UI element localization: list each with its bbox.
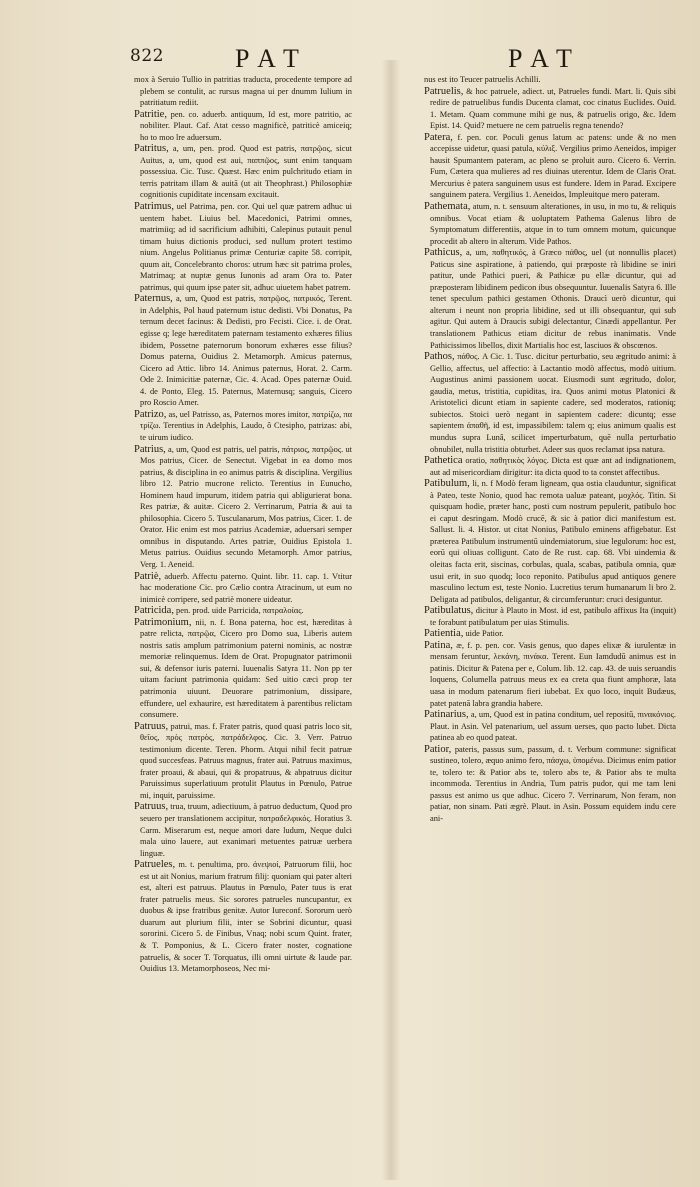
entry-text: πάθος. A Cic. 1. Tusc. dicitur perturbatio, seu ægritudo animi: à Gellio, affectus, uel affectio: à Lactantio modò affectus, modò uitium. Augustinus animi passionem uocat. Eiusmodi sunt ægritudo, dolor, gaudia, metus, tristitia, cupiditas, ira. Quos animi motus Platonici & Aristotelici dicunt etiam in sapiente cadere, sed moderatos, rationiq; subiectos. Stoici uerò negant in sapientem cadere: dicuntq; esse sapientem ἀπαθῆ, id est, impassibilem: talem q; eius animum qualis est mundus supra Lunâ, scilicet imperturbatum, quē nulla perturbatio obnubilet, nulla tristitia obturbet. Adeer sus quos reclamat ipsa natura. [430, 352, 676, 454]
dictionary-entry [424, 132, 676, 201]
dictionary-entry [134, 293, 352, 408]
dictionary-entry [134, 617, 352, 721]
entry-text: li, n. f Modò feram ligneam, qua ostia clauduntur, significat à Pateo, teste Nonio, quod hac remota ualuæ pateant, μοχλός. Titin. Si quisquam hodie, præter hanc, posti cum nostrum pepulerit, patibulo hoc ei caput desringam. Modò crucē, & sic à patior dici manifestum est. Sallust. li. 4. Histor. ut citat Nonius, Patibulo eminens affigebatur. Est præterea Patibulum instrumentū uindemiatorum, siue legulorum: hoc est, eorū qui oliuas colligunt. Cato de Re rust. cap. 68. Vbi uindemia & oleitas facta erit, siscinas, corbulas, quala, scabas, patibula omnia, quæ usui erit, in suo quodq; loco reponito. Patibulus apud antiquos genere masculino lectum est, teste Nonio. Lucretius terum humanarum li bro 2. Deligata ad patibulos, deligantur, & circumferuntur: cruci desiguntur. [430, 479, 676, 604]
dictionary-entry [134, 444, 352, 571]
entry-headword: Patriè, [134, 570, 162, 582]
entry-headword: Patrizo, [134, 408, 167, 420]
dictionary-entry [424, 201, 676, 247]
page-gutter-shadow [382, 60, 400, 1180]
entry-text: atum, n. t. sensuum alterationes, in usu, in mo tu, & reliquis omnibus. Vocat etiam & uoluptatem Pathema Galenus libro de Symptomatum differentiis, atque in to tum omnem motum, quicunque procedit ab altero in alterum. Vide Pathos. [430, 202, 676, 246]
entry-headword: Patibulum, [424, 478, 470, 490]
entry-headword: Paternus, [134, 293, 173, 305]
running-head-left: PAT [235, 44, 309, 73]
dictionary-entry [424, 455, 676, 478]
entry-headword: Patrimonium, [134, 616, 192, 628]
dictionary-entry [424, 628, 676, 640]
page-number: 822 [130, 46, 164, 66]
entry-headword: Patruus, [134, 720, 169, 732]
entry-text: pen. prod. uide Parricida, πατραλοίας. [176, 606, 304, 616]
dictionary-entry [424, 744, 676, 825]
dictionary-entry [424, 74, 676, 86]
entry-text: uide Patior. [465, 629, 504, 639]
entry-headword: Pathicus, [424, 247, 463, 259]
entry-headword: Patibulatus, [424, 605, 474, 617]
dictionary-entry [424, 709, 676, 744]
entry-text: nus est ito Teucer patruelis Achilli. [424, 75, 541, 84]
dictionary-entry [134, 201, 352, 293]
entry-text: f. pen. cor. Poculi genus latum ac patens: unde & no men accepisse uidetur, quasi patula, κύλιξ. Vergilius primo Aeneidos, impiger hausit Spumantem pateram, ac pleno se proluit auro. Cicero 6. Verrin. Fum, Cætera qua mulieres ad res diuinas uterentur. Idem de Claris Orat. Mercurius è patera sanguinem usus est fundere. Idem in Parad. Excipere sanguinem patera. Vergilius 1. Aeneidos, Impleuitque mero pateram. [430, 132, 676, 200]
dictionary-entry [134, 721, 352, 802]
entry-text: trua, truum, adiectiuum, à patruo deductum, Quod pro seuero per translationem accipitur, πατραδελφικός. Horatius 3. Carm. Miserarum est, neque amori dare ludum, Neque dulci mala uino lauere, aut exanimari metuentes patruæ uerbera linguæ. [140, 802, 352, 858]
dictionary-entry [134, 143, 352, 201]
entry-text: patrui, mas. f. Frater patris, quod quasi patris loco sit, θεῖος, πρὸς πατρὸς, πατράδελφος. Cic. 3. Verr. Patruo testimonium dicente. Teren. Phorm. Atqui nihil fecit patruæ quod succesfeas. Patruus magnus, frater aui. Patruus maximus, frater proaui, & abaui, qui & propatruus, & abpatruus dicitur Paruissimus superlatiuum protulit Plautus in Pœnulo, Patrue mi, inquit, paruissime. [140, 721, 352, 800]
right-column [424, 74, 676, 1174]
entry-text: a, um, παθητικός, à Græco πάθος, uel (ut nonnullis placet) Paticus sine aspiratione, à patiendo, qui præposte rà libidine se iniri patitur, unde Pathici pueri, & Pathicæ pu ellæ dicuntur, qui ad præposteram libidinem pedicon ibus obsequuntur. Iuuenalis Satyra 6. Ille tenet speculum pathici gestamen Othonis. Draucì uerò dicuntur, qui alterum i neunt non propria libidine, sed ut illi obsequantur, qui sub agitur. Qui autem à Draucis subigi delectantur, Cinædi appellantur. Per translationem Pathicus etiam dicitur de rebus inanimatis. Vnde Pathicissimos libellos, dixit Martialis hoc est, lasciuos & obscœnos. [430, 248, 676, 350]
entry-text: aduerb. Affectu paterno. Quint. libr. 11. cap. 1. Vtitur hac moderatione Cic. pro Cælio contra Atracinum, ut eum no inimicè corripere, sed patriè monere uideatur. [140, 571, 352, 604]
left-column [134, 74, 352, 1174]
dictionary-entry [424, 478, 676, 605]
entry-text: as, uel Patrisso, as, Paternos mores imitor, πατρίζω, πα τρίζω. Terentius in Adelphis, Laudo, ô Ctesipho, patrizas: abi, te uirum iudico. [140, 409, 352, 442]
entry-headword: Patinarius, [424, 709, 469, 721]
entry-text: æ, f. p. pen. cor. Vasis genus, quo dapes elixæ & iurulentæ in mensam feruntur, λεκάνη, πινάκα. Terent. Eun Iamdudū animus est in patinis. Dicitur & Patena per e, Colum. lib. 12. cap. 43. de uuis seruandis loquens, Columella patruus meus ex ea creta qua fiunt amphoræ, lata uasa in modum patenarum fieri iubebat. Ex quo loco, inquit Budæus, patet patenā labra grandia habere. [430, 640, 676, 708]
dictionary-entry [134, 109, 352, 144]
entry-text: mox à Seruio Tullio in patritias traducta, procedente tempore ad plebem se contulit, ac rursus magna ui per dnumm Iulium in patritiatum rediit. [134, 75, 352, 108]
entry-headword: Pathetica [424, 455, 463, 467]
entry-headword: Patientia, [424, 628, 464, 640]
entry-headword: Patrius, [134, 443, 166, 455]
dictionary-entry [134, 409, 352, 444]
dictionary-entry [424, 605, 676, 628]
dictionary-entry [134, 605, 352, 617]
page-header [0, 44, 700, 72]
dictionary-entry [424, 247, 676, 351]
entry-headword: Pathemata, [424, 201, 471, 213]
entry-text: a, um, Quod est patris, πατρῷος, πατρικός, Terent. in Adelphis, Pol haud paternum istuc dedisti. Vbi Donatus, Pa ternum decet facinus: & Dedisti, pro Fecisti. Cice. i. de Orat. egisse q; lege hæreditatem paternam testamento exhæres filius ibidem, Possetne paternorum bonorum exhæres esse filius? Domus paterna, Ouidius 2. Metamorph. Amicus paternus, Cicero ad Attic. libro 14. Animus paternus, Horat. 2. Carm. Ode 2. Inimicitiæ paternæ, Cic. 4. Acad. Opes paternæ Ouid. 4. de Ponto, Eleg. 15. Paternus, Maternusq; sanguis, Cicero pro Roscio Amer. [140, 294, 352, 408]
entry-text: pateris, passus sum, passum, d. t. Verbum commune: significat sustineo, tolero, æquo animo fero, πάσχω, ὑπομένω. Dicimus enim patior te, tolero te: & Patior abs te, tolero abs te, & Patior abs te multa incommoda. Terentius in Andria, Tum patris pudor, qui me tam leni passus est animo us que adhuc. Cicero 7. Verrinarum, Non feram, non patiar, non sinam. Pati ægrè. Plaut. in Asin. Possum equidem indu cere ani- [430, 744, 676, 823]
entry-headword: Patrimus, [134, 201, 174, 213]
entry-headword: Patruus, [134, 801, 169, 813]
entry-text: & hoc patruele, adiect. ut, Patrueles fundi. Mart. li. Quis sibi redire de patruelibus fundis Ducenta clamat, coc cinatus Euclides. Ouid. 1. Metam. Quam commune mihi ge nus, & patruelis origo, &c. Idem Epist. 14. Quid? metuere ne cem patruelis regna tenendo? [430, 86, 676, 131]
dictionary-entry [424, 640, 676, 709]
entry-text: a, um, Quod est patris, uel patris, πάτριος, πατρῷος. ut Mos patrius, Cicer. de Senectut. Vigebat in ea domo mos patrius, & disciplina in eo animus patris & disciplina. Vergilius libro 12. Patrio mucrone relicto. Terentius in Eunucho, Hominem haud impurum, itidem patria qui abligurierat bona. Res patriæ, & auitæ. Cicero 2. Verrinarum, Patria & aui ta philosophia. Cicero 5. Tusculanarum, Mos patrius, Cicer. 1. de Orator. Hic enim est mos patrius Academiæ, aduersari semper omnibus in disputando. Artes patriæ, Ouidius Epistola 1. Metus patrius. Ouidius secundo Metamorph. Amor patrius, Verg. 1. Aeneid. [140, 444, 352, 569]
entry-headword: Patritie, [134, 108, 167, 120]
dictionary-entry [424, 86, 676, 132]
entry-headword: Patrueles, [134, 859, 176, 871]
entry-text: pen. co. aduerb. antiquum, Id est, more patritio, ac nobiliter. Plaut. Caf. Atat cesso magnificè, patriticè amiceiq; ho to moo lre aduersum. [140, 109, 352, 142]
entry-text: oratio, παθητικὸς λόγος. Dicta est quæ ant ad indignationem, aut ad misericordiam dirigitur: ita dicta quod to ta constet affectibus. [430, 456, 676, 477]
dictionary-entry [134, 74, 352, 109]
entry-text: a, um, pen. prod. Quod est patris, πατρῷος, sicut Auitus, a, um, quod est aui, παππῷος, sunt enim tanquam possessiua. Cic. Tusc. Quæst. Hæc enim pulchritudo etiam in terris patritam illam & auitā (ut ait Theophrast.) Philosophiæ cognitionis cupiditate incensam excitauit. [140, 144, 352, 200]
running-head-right: PAT [508, 44, 582, 73]
entry-headword: Patruelis, [424, 85, 464, 97]
entry-headword: Patritus, [134, 143, 169, 155]
entry-text: m. t. penultima, pro. ἀνεψιοί, Patruorum filii, hoc est ut ait Nonius, marium fratrum filij: quoniam qui pater alteri est, alteri est patruus. Plautus in Pœnulo, Pater tuus is erat frater patruelis meus. Sic sorores patrueles nuncupantur, ex duobus & ipse fratribus genitæ. Autor Iureconf. Sororum uerò duarum aut plurium filii, inter se Sobrini dicuntur, quasi sororini. Cicero 5. de Finibus, Vnaq; nobi scum Quint. frater, & T. Pomponius, & L. Cicero frater noster, cognatione patruelis, & socer T. Torquatus, illi omni uirtute & laude par. Ouidius 13. Metamorphoseos, Nec mi- [140, 860, 352, 974]
entry-headword: Patior, [424, 743, 452, 755]
entry-text: a, um, Quod est in patina conditum, uel repositū, πινακόνιος. Plaut. in Asin. Vel patenarium, uel assum uerses, quo pacto lubet. Dicta patinea ab eo quod pateat. [430, 710, 676, 743]
entry-text: uel Patrima, pen. cor. Qui uel quæ patrem adhuc ui uentem habet. Liuius bel. Macedonici, Patrimi omnes, matrimiiq; ad id sacrificium adhibiti, Calepinus putauit penul timam huius dictionis produci, sed nullum protert testimo nium. Angelus Politianus primæ Centuriæ capite 58. corripit, quum ait, Concelebranto choros: utrum hæc sit patrima proles, Matrimaq; at nuptæ genus Iunonis ad aram Ora to. Pater patrimus, qui quum ipse pater sit, adhuc uiuetem habet patrem. [140, 202, 352, 292]
dictionary-entry [134, 801, 352, 859]
dictionary-entry [424, 351, 676, 455]
entry-text: nii, n. f. Bona paterna, hoc est, hæreditas à patre relicta, πατρῷα, Cicero pro Domo sua, Liberis autem nostris satis amplum patrimonium paterni nominis, ac nostræ memoriæ relinquemus. Idem de Orat. Propugnator patrimonii sui, & defensor iuris paterni. Iuuenalis Satyra 11. Non pp ter uitam faciunt patrimonia quidam: Sed uitio cæci prop ter patrimonia uiuunt. Deuorare patrimonium, dissipare, effundere, uel exhaurire, est hæreditatem à parentibus relictam consumere. [140, 617, 352, 720]
entry-headword: Pathos, [424, 351, 455, 363]
entry-headword: Patera, [424, 131, 453, 143]
dictionary-entry [134, 859, 352, 974]
dictionary-entry [134, 571, 352, 606]
entry-text: dicitur à Plauto in Most. id est, patibulo affixus Ita (inquit) te forabunt patibulatum per uias Stimulis. [430, 606, 676, 627]
entry-headword: Patricida, [134, 605, 174, 617]
entry-headword: Patina, [424, 639, 453, 651]
